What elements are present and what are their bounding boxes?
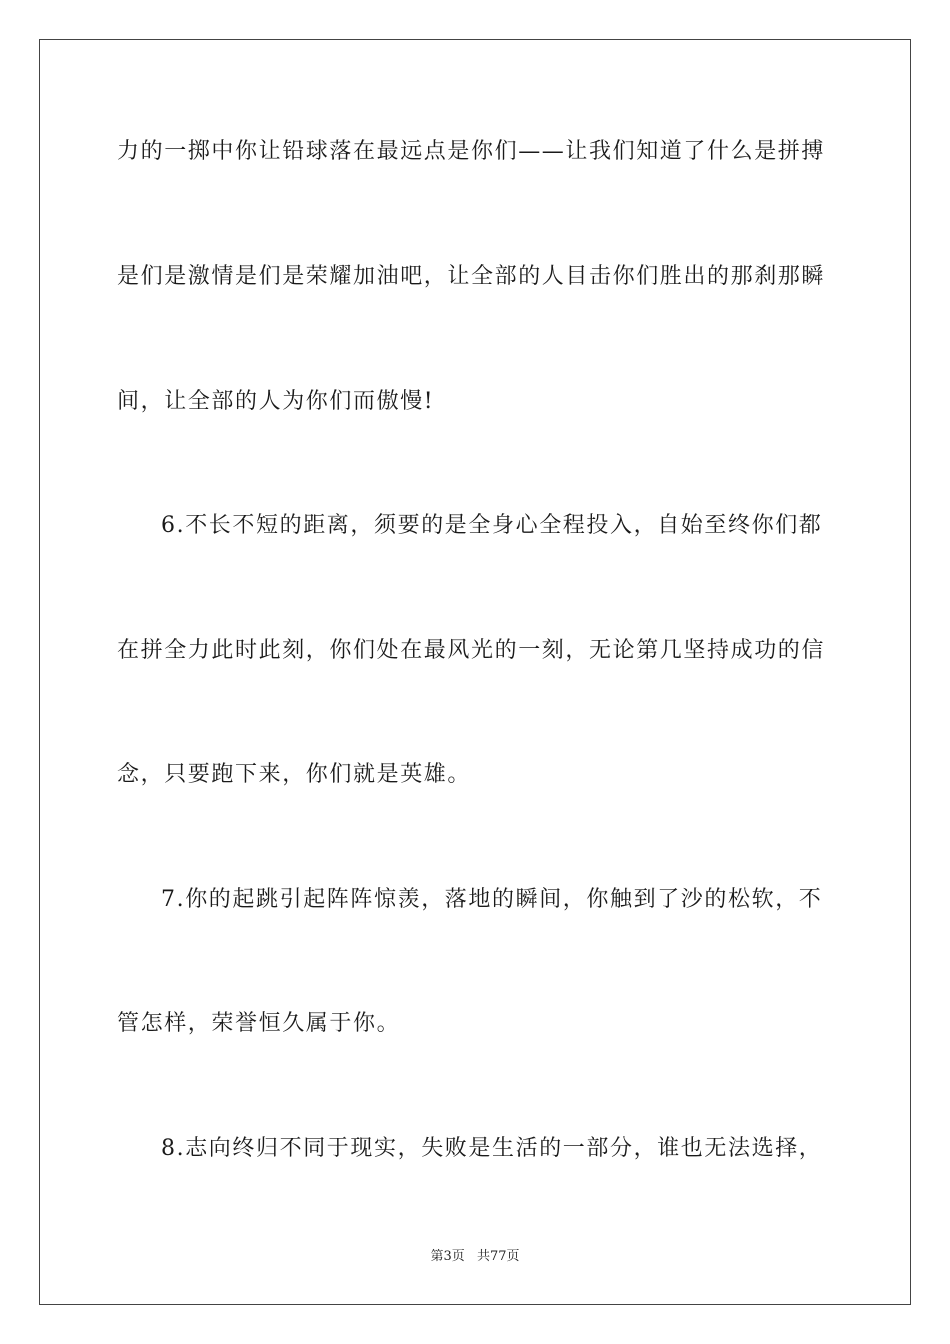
text-line-8: 管怎样，荣誉恒久属于你。 [117, 1011, 401, 1036]
text-line-9: 8.志向终归不同于现实，失败是生活的一部分，谁也无法选择， [161, 1136, 823, 1161]
text-line-5: 在拼全力此时此刻，你们处在最风光的一刻，无论第几坚持成功的信 [117, 638, 826, 663]
text-line-1: 力的一掷中你让铅球落在最远点是你们——让我们知道了什么是拼搏 [117, 139, 826, 164]
text-line-2: 是们是激情是们是荣耀加油吧，让全部的人目击你们胜出的那刹那瞬 [117, 264, 826, 289]
text-line-6: 念，只要跑下来，你们就是英雄。 [117, 762, 472, 787]
text-line-3: 间，让全部的人为你们而傲慢! [117, 389, 435, 414]
text-line-7: 7.你的起跳引起阵阵惊羡，落地的瞬间，你触到了沙的松软，不 [161, 887, 823, 912]
page-number: 第3页 [430, 1249, 465, 1264]
page-border [39, 39, 911, 1305]
page-footer [0, 1248, 950, 1266]
text-line-4: 6.不长不短的距离，须要的是全身心全程投入，自始至终你们都 [161, 513, 823, 538]
total-pages: 共77页 [476, 1249, 520, 1264]
